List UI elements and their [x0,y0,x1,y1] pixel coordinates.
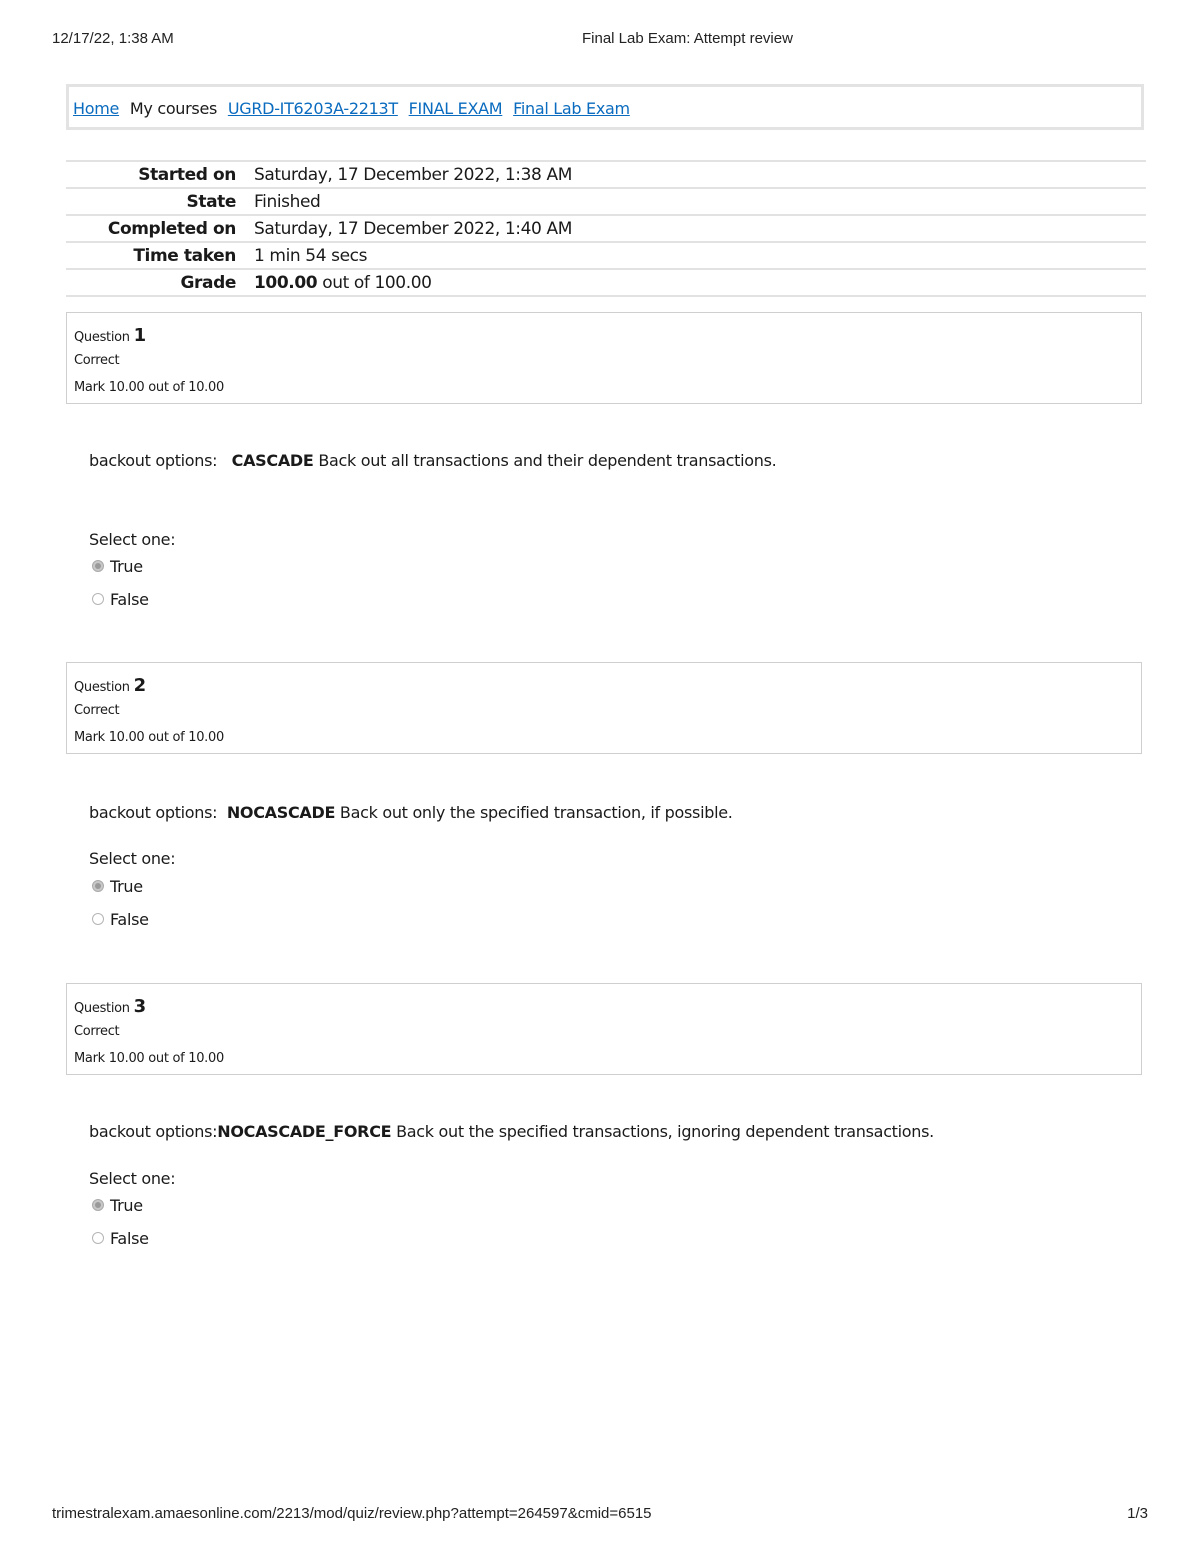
breadcrumb-course-link[interactable]: UGRD-IT6203A-2213T [227,99,398,118]
question-info-1 [66,312,1142,404]
breadcrumb [66,84,1144,130]
radio-checked-icon[interactable] [92,880,104,892]
question-suffix: Back out all transactions and their dependent transactions. [318,451,777,470]
summary-row-time-taken [66,242,1146,269]
print-page-title: Final Lab Exam: Attempt review [582,30,793,47]
question-state: Correct [74,1024,120,1039]
select-one-label: Select one: [89,1169,176,1188]
attempt-summary-table [66,160,1146,297]
summary-grade-value [254,269,1146,296]
summary-value: Saturday, 17 December 2022, 1:40 AM [254,215,1146,242]
summary-label: Started on [66,161,254,188]
question-suffix: Back out the specified transactions, ignoring dependent transactions. [396,1122,934,1141]
option-true[interactable] [92,1196,143,1214]
option-label: False [110,910,149,929]
question-keyword: CASCADE [231,451,314,470]
question-prefix: backout options: [89,1122,218,1141]
select-one-label: Select one: [89,849,176,868]
option-false[interactable] [92,1229,149,1247]
question-mark: Mark 10.00 out of 10.00 [74,730,224,745]
option-label: True [110,557,143,576]
radio-unchecked-icon[interactable] [92,593,104,605]
radio-checked-icon[interactable] [92,1199,104,1211]
breadcrumb-quiz-link[interactable]: Final Lab Exam [513,99,630,118]
question-word: Question [74,680,130,695]
question-text-2 [89,803,733,822]
option-true[interactable] [92,557,143,575]
summary-label: State [66,188,254,215]
grade-score: 100.00 [254,272,318,293]
option-label: False [110,1229,149,1248]
question-keyword: NOCASCADE_FORCE [217,1122,392,1141]
summary-value: Finished [254,188,1146,215]
summary-label: Time taken [66,242,254,269]
breadcrumb-my-courses[interactable]: My courses [129,99,218,118]
option-label: True [110,1196,143,1215]
radio-unchecked-icon[interactable] [92,1232,104,1244]
summary-value: 1 min 54 secs [254,242,1146,269]
summary-label: Completed on [66,215,254,242]
summary-row-grade [66,269,1146,296]
print-header [52,30,1148,50]
print-footer [52,1505,1148,1525]
summary-value: Saturday, 17 December 2022, 1:38 AM [254,161,1146,188]
question-word: Question [74,1001,130,1016]
select-one-label: Select one: [89,530,176,549]
question-num: 2 [133,675,146,696]
question-state: Correct [74,703,120,718]
question-suffix: Back out only the specified transaction, if possible. [339,803,733,822]
print-datetime: 12/17/22, 1:38 AM [52,30,174,47]
radio-checked-icon[interactable] [92,560,104,572]
question-mark: Mark 10.00 out of 10.00 [74,1051,224,1066]
summary-row-state [66,188,1146,215]
summary-label: Grade [66,269,254,296]
question-num: 1 [133,325,146,346]
question-state: Correct [74,353,120,368]
question-info-3 [66,983,1142,1075]
question-number [74,325,146,346]
option-label: False [110,590,149,609]
summary-row-started [66,161,1146,188]
print-url: trimestralexam.amaesonline.com/2213/mod/quiz/review.php?attempt=264597&cmid=6515 [52,1505,652,1522]
question-mark: Mark 10.00 out of 10.00 [74,380,224,395]
question-keyword: NOCASCADE [226,803,336,822]
print-page-number: 1/3 [1127,1505,1148,1522]
question-prefix: backout options: [89,803,218,822]
breadcrumb-section-link[interactable]: FINAL EXAM [408,99,503,118]
question-prefix: backout options: [89,451,218,470]
question-info-2 [66,662,1142,754]
question-text-1 [89,451,776,470]
option-label: True [110,877,143,896]
option-false[interactable] [92,590,149,608]
summary-row-completed [66,215,1146,242]
question-number [74,996,146,1017]
option-true[interactable] [92,877,143,895]
radio-unchecked-icon[interactable] [92,913,104,925]
question-num: 3 [133,996,146,1017]
grade-out-of: out of 100.00 [322,272,432,293]
question-word: Question [74,330,130,345]
question-text-3 [89,1122,934,1141]
option-false[interactable] [92,910,149,928]
breadcrumb-home-link[interactable]: Home [73,99,120,118]
question-number [74,675,146,696]
